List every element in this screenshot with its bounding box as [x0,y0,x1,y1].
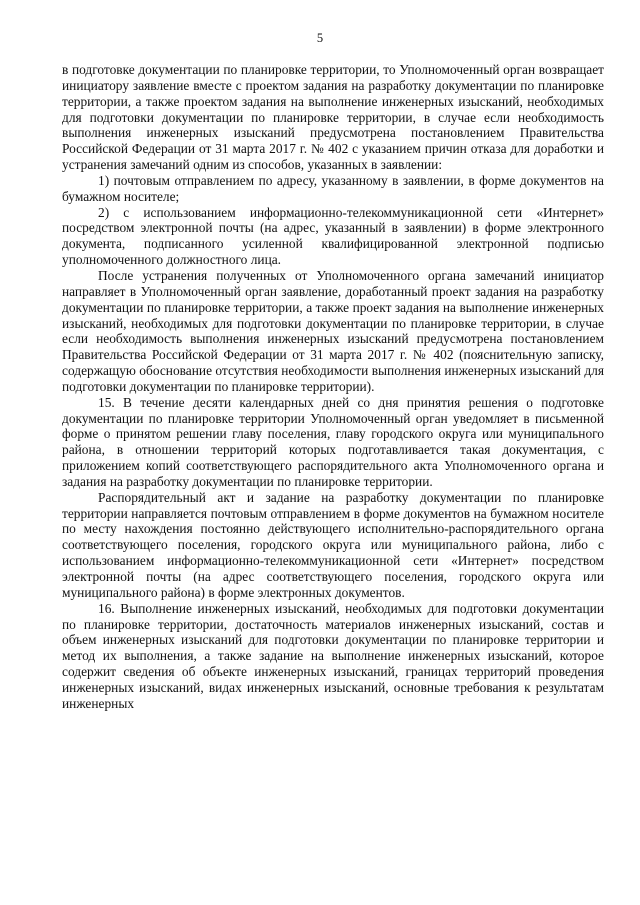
paragraph-clause-15: 15. В течение десяти календарных дней со дня принятия решения о подготовке документации по планировке территории Уполномоченный орган уведомляет в письменной форме о принятом решении главу поселения, главу городского округа или муниципального района, в отношении территорий которых подготавливается такая документация, с приложением копий соответствующего распорядительного акта Уполномоченного органа и задания на разработку документации по планировке территории. [62,394,604,489]
paragraph-clause-16: 16. Выполнение инженерных изысканий, необходимых для подготовки документации по планировке территории, достаточность материалов инженерных изысканий, состав и объем инженерных изысканий для подготовки документации по планировке территории и метод их выполнения, а также задание на выполнение инженерных изысканий, которое содержит сведения об объекте инженерных изысканий, границах территорий проведения инженерных изысканий, видах инженерных изысканий, основные требования к результатам инженерных [62,600,604,711]
paragraph-continuation: в подготовке документации по планировке территории, то Уполномоченный орган возвращает инициатору заявление вместе с проектом задания на разработку документации по планировке территории, а также проектом задания на выполнение инженерных изысканий, необходимых для подготовки документации по планировке территории, в случае если необходимость выполнения инженерных изысканий предусмотрена постановлением Правительства Российской Федерации от 31 марта 2017 г. № 402 с указанием причин отказа для доработки и устранения замечаний одним из способов, указанных в заявлении: [62,62,604,173]
page-number: 5 [316,31,324,45]
paragraph-distribution: Распорядительный акт и задание на разработку документации по планировке территории направляется почтовым отправлением в форме документов на бумажном носителе по месту нахождения постоянно действующего исполнительно-распорядительного органа соответствующего поселения, городского округа или муниципального района, либо с использованием информационно-телекоммуникационной сети «Интернет» посредством электронной почты (на адрес соответствующего поселения, городского округа или муниципального района) в форме электронных документов. [62,489,604,600]
document-body [62,62,604,712]
paragraph-after-corrections: После устранения полученных от Уполномоченного органа замечаний инициатор направляет в Уполномоченный орган заявление, доработанный проект задания на разработку документации по планировке территории, а также проект задания на выполнение инженерных изысканий, необходимых для подготовки документации по планировке территории, в случае если необходимость выполнения инженерных изысканий предусмотрена постановлением Правительства Российской Федерации от 31 марта 2017 г. № 402 (пояснительную записку, содержащую обоснование отсутствия необходимости выполнения инженерных изысканий для подготовки документации по планировке территории). [62,267,604,394]
paragraph-list-item-2: 2) с использованием информационно-телекоммуникационной сети «Интернет» посредством электронной почты (на адрес, указанный в заявлении) в форме электронного документа, подписанного усиленной квалифицированной электронной подписью уполномоченного должностного лица. [62,204,604,268]
paragraph-list-item-1: 1) почтовым отправлением по адресу, указанному в заявлении, в форме документов на бумажном носителе; [62,172,604,204]
